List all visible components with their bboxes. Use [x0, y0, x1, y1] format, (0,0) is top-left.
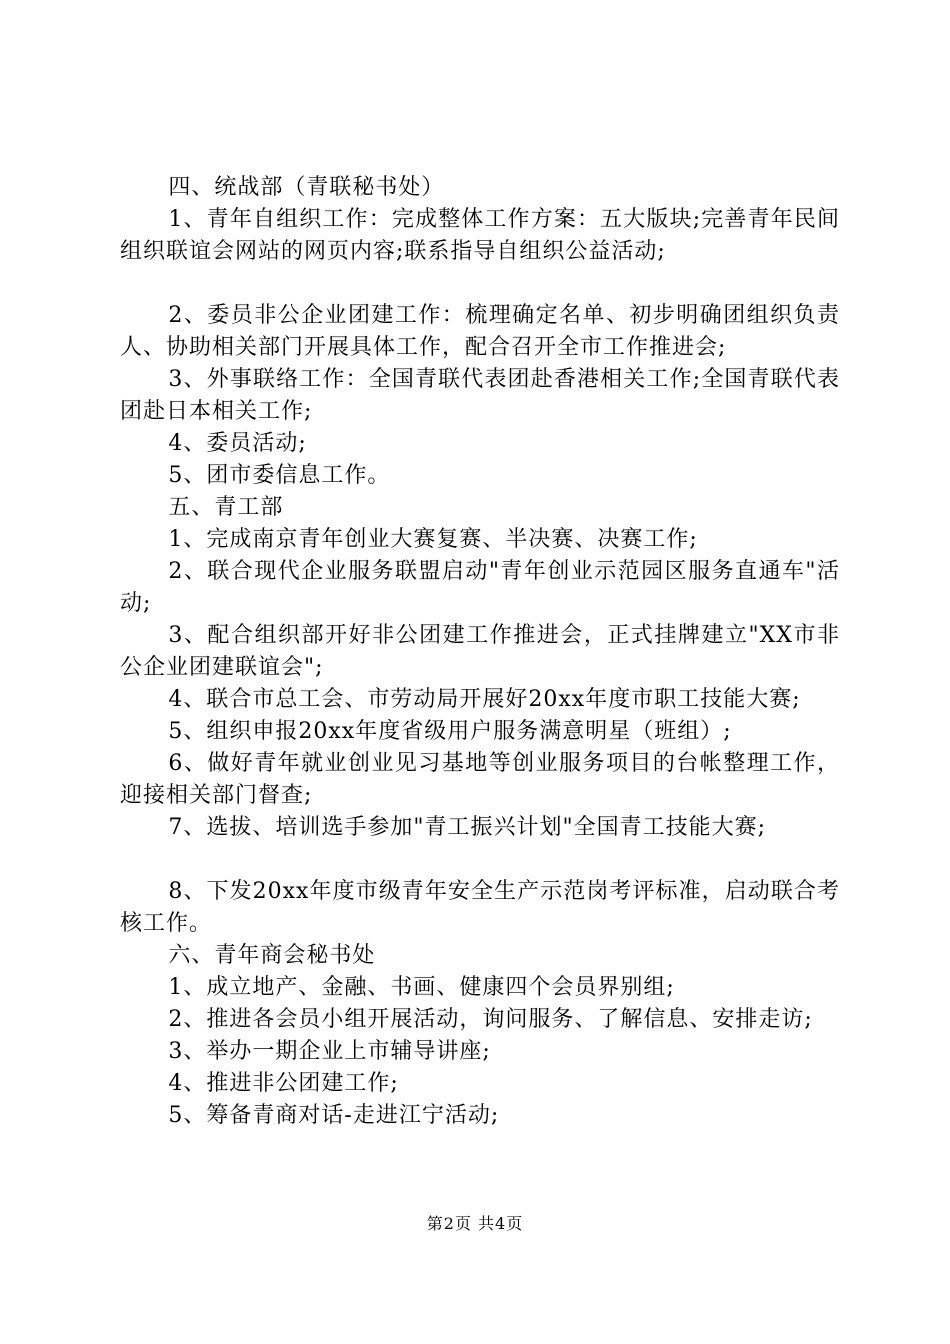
section-heading-youth-workers: 五、青工部: [168, 495, 284, 520]
list-item: 5、组织申报20xx年度省级用户服务满意明星（班组）;: [168, 719, 732, 744]
list-item: 8、下发20xx年度市级青年安全生产示范岗考评标准，启动联合考核工作。: [120, 879, 840, 936]
section-heading-chamber-secretariat: 六、青年商会秘书处: [168, 943, 376, 968]
document-body: [120, 172, 840, 1132]
list-item: 2、联合现代企业服务联盟启动"青年创业示范园区服务直通车"活动;: [120, 559, 840, 616]
list-item: 1、成立地产、金融、书画、健康四个会员界别组;: [168, 975, 675, 1000]
list-item: 2、委员非公企业团建工作：梳理确定名单、初步明确团组织负责人、协助相关部门开展具体工作，配合召开全市工作推进会;: [120, 303, 840, 360]
page-footer: 第2页 共4页: [426, 1214, 524, 1233]
list-item: 4、委员活动;: [168, 431, 307, 456]
list-item: 1、青年自组织工作：完成整体工作方案：五大版块;完善青年民间组织联谊会网站的网页内容;联系指导自组织公益活动;: [120, 207, 840, 264]
list-item: 3、举办一期企业上市辅导讲座;: [168, 1039, 491, 1064]
list-item: 3、配合组织部开好非公团建工作推进会，正式挂牌建立"XX市非公企业团建联谊会";: [120, 623, 840, 680]
list-item: 1、完成南京青年创业大赛复赛、半决赛、决赛工作;: [168, 527, 698, 552]
list-item: 2、推进各会员小组开展活动，询问服务、了解信息、安排走访;: [168, 1007, 813, 1032]
list-item: 7、选拔、培训选手参加"青工振兴计划"全国青工技能大赛;: [168, 815, 767, 840]
list-item: 5、团市委信息工作。: [168, 463, 391, 488]
list-item: 3、外事联络工作：全国青联代表团赴香港相关工作;全国青联代表团赴日本相关工作;: [120, 367, 840, 424]
list-item: 5、筹备青商对话-走进江宁活动;: [168, 1103, 500, 1128]
list-item: 4、联合市总工会、市劳动局开展好20xx年度市职工技能大赛;: [168, 687, 801, 712]
section-heading-united-front: 四、统战部（青联秘书处）: [168, 175, 445, 200]
list-item: 6、做好青年就业创业见习基地等创业服务项目的台帐整理工作，迎接相关部门督查;: [120, 751, 840, 808]
list-item: 4、推进非公团建工作;: [168, 1071, 399, 1096]
